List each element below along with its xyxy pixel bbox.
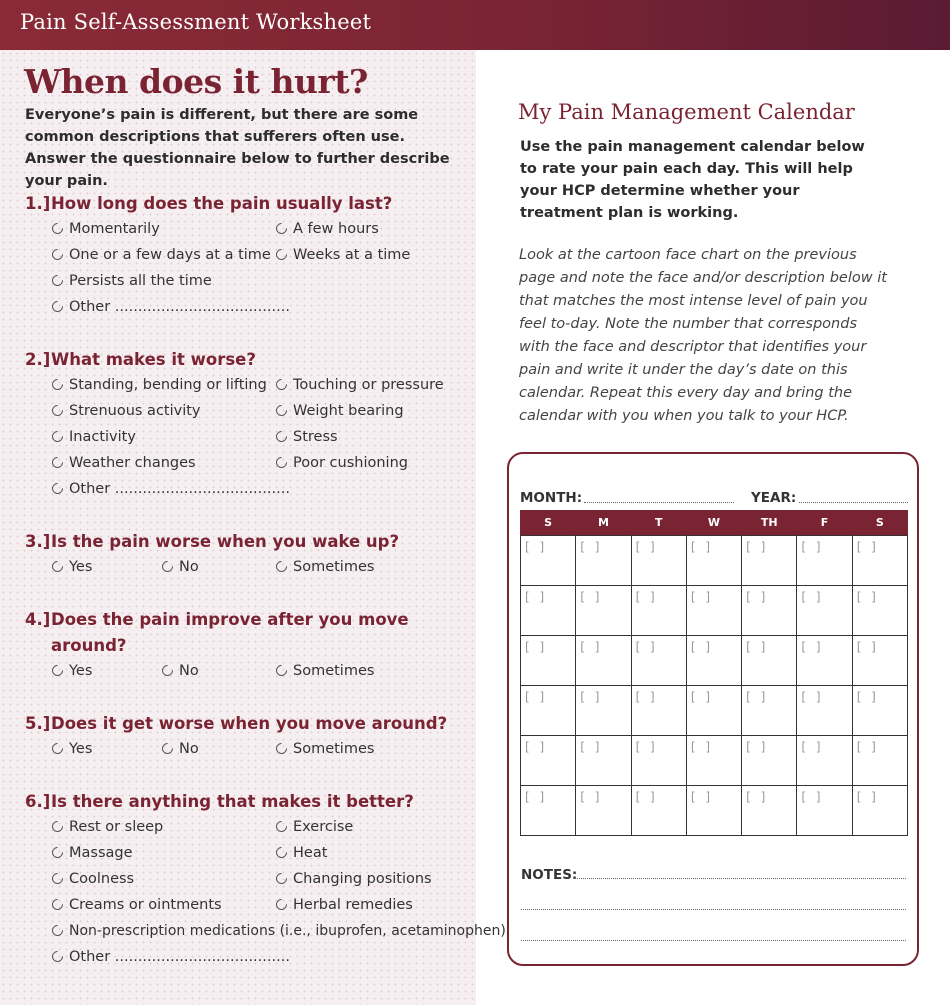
option-radio[interactable]: Non-prescription medications (i.e., ibuprofen, acetaminophen) <box>52 923 506 939</box>
calendar-day-cell[interactable] <box>576 536 631 586</box>
question-text: Is there anything that makes it better? <box>51 792 414 811</box>
radio-circle-icon <box>50 819 66 835</box>
radio-circle-icon <box>50 299 66 315</box>
radio-circle-icon <box>50 559 66 575</box>
weekday-thursday: TH <box>742 510 797 536</box>
calendar-week-row <box>521 736 908 786</box>
pain-rating-box: [ ] <box>746 640 769 654</box>
option-radio-sometimes[interactable]: Sometimes <box>276 559 374 575</box>
pain-rating-box: [ ] <box>580 740 603 754</box>
radio-circle-icon <box>50 247 66 263</box>
radio-circle-icon <box>50 871 66 887</box>
calendar-day-cell[interactable] <box>631 636 686 686</box>
pain-rating-box: [ ] <box>525 740 548 754</box>
question-text: Does it get worse when you move around? <box>51 714 448 733</box>
header-band <box>0 0 950 50</box>
pain-rating-box: [ ] <box>801 640 824 654</box>
option-radio[interactable]: Weeks at a time <box>276 247 410 263</box>
calendar-day-cell[interactable] <box>686 536 741 586</box>
calendar-instructions: Look at the cartoon face chart on the previous page and note the face and/or description below it that matches the most intense level of pain you feel to-day. Note the number that corresponds with the face and descriptor that identifies your pain and write it under the day’s date on this calendar. Repeat this every day and bring the calendar with you when you talk to your HCP. <box>519 247 887 424</box>
option-radio[interactable]: Touching or pressure <box>276 377 444 393</box>
calendar-day-cell[interactable] <box>521 786 576 836</box>
radio-circle-icon <box>160 559 176 575</box>
question-3 <box>25 529 399 555</box>
radio-circle-icon <box>50 741 66 757</box>
pain-rating-box: [ ] <box>856 790 879 804</box>
pain-rating-box: [ ] <box>856 640 879 654</box>
pain-rating-box: [ ] <box>801 740 824 754</box>
calendar-day-cell[interactable] <box>686 786 741 836</box>
pain-rating-box: [ ] <box>690 790 714 804</box>
calendar-day-cell[interactable] <box>521 586 576 636</box>
radio-circle-icon <box>274 897 290 913</box>
pain-rating-box: [ ] <box>635 740 658 754</box>
year-field[interactable] <box>799 502 908 503</box>
worksheet-title: Pain Self-Assessment Worksheet <box>20 10 372 34</box>
weekday-monday: M <box>576 510 631 536</box>
radio-circle-icon <box>50 273 66 289</box>
pain-rating-box: [ ] <box>580 690 603 704</box>
question-6 <box>25 789 414 815</box>
calendar-day-cell[interactable] <box>852 586 907 636</box>
calendar-day-cell[interactable] <box>686 586 741 636</box>
calendar-day-cell[interactable] <box>521 536 576 586</box>
calendar-section-title: My Pain Management Calendar <box>518 100 855 124</box>
pain-rating-box: [ ] <box>635 540 658 554</box>
option-radio-yes[interactable]: Yes <box>52 663 92 679</box>
weekday-wednesday: W <box>686 510 741 536</box>
radio-circle-icon <box>274 403 290 419</box>
page-title: When does it hurt? <box>24 62 368 101</box>
question-4 <box>25 607 409 659</box>
option-radio[interactable]: Inactivity <box>52 429 136 445</box>
option-radio[interactable]: Strenuous activity <box>52 403 201 419</box>
option-radio-other[interactable]: Other ...................................... <box>52 949 290 965</box>
calendar-day-cell[interactable] <box>576 786 631 836</box>
pain-rating-box: [ ] <box>856 590 879 604</box>
weekday-friday: F <box>797 510 852 536</box>
question-number: 3.] <box>25 532 51 551</box>
calendar-day-cell[interactable] <box>686 736 741 786</box>
pain-rating-box: [ ] <box>746 690 769 704</box>
option-radio-yes[interactable]: Yes <box>52 559 92 575</box>
calendar-grid <box>520 510 908 836</box>
calendar-day-cell[interactable] <box>576 736 631 786</box>
pain-rating-box: [ ] <box>525 640 548 654</box>
radio-circle-icon <box>274 221 290 237</box>
calendar-day-cell[interactable] <box>797 786 852 836</box>
calendar-day-cell[interactable] <box>852 536 907 586</box>
option-radio[interactable]: Creams or ointments <box>52 897 222 913</box>
pain-rating-box: [ ] <box>580 640 603 654</box>
option-radio-sometimes[interactable]: Sometimes <box>276 663 374 679</box>
calendar-day-cell[interactable] <box>631 686 686 736</box>
question-text: What makes it worse? <box>51 350 256 369</box>
option-radio[interactable]: Heat <box>276 845 327 861</box>
calendar-day-cell[interactable] <box>852 786 907 836</box>
calendar-day-cell[interactable] <box>742 686 797 736</box>
option-radio-yes[interactable]: Yes <box>52 741 92 757</box>
month-field[interactable] <box>584 502 734 503</box>
calendar-day-cell[interactable] <box>576 686 631 736</box>
calendar-week-row <box>521 586 908 636</box>
option-radio[interactable]: Standing, bending or lifting <box>52 377 267 393</box>
radio-circle-icon <box>160 741 176 757</box>
pain-rating-box: [ ] <box>690 740 714 754</box>
radio-circle-icon <box>50 663 66 679</box>
pain-rating-box: [ ] <box>856 540 879 554</box>
radio-circle-icon <box>274 663 290 679</box>
question-2 <box>25 347 256 373</box>
option-radio[interactable]: Weather changes <box>52 455 196 471</box>
calendar-day-cell[interactable] <box>576 636 631 686</box>
pain-rating-box: [ ] <box>525 540 548 554</box>
calendar-day-cell[interactable] <box>742 786 797 836</box>
calendar-day-cell[interactable] <box>797 736 852 786</box>
pain-rating-box: [ ] <box>801 540 824 554</box>
calendar-day-cell[interactable] <box>797 536 852 586</box>
radio-circle-icon <box>274 871 290 887</box>
weekday-saturday: S <box>852 510 907 536</box>
calendar-day-cell[interactable] <box>521 736 576 786</box>
pain-rating-box: [ ] <box>801 590 824 604</box>
pain-rating-box: [ ] <box>580 790 603 804</box>
notes-line[interactable] <box>521 940 906 941</box>
option-radio[interactable]: Momentarily <box>52 221 160 237</box>
calendar-day-cell[interactable] <box>521 636 576 686</box>
pain-rating-box: [ ] <box>746 740 769 754</box>
radio-circle-icon <box>274 559 290 575</box>
calendar-day-cell[interactable] <box>631 786 686 836</box>
calendar-day-cell[interactable] <box>742 636 797 686</box>
notes-line[interactable] <box>574 878 906 879</box>
pain-rating-box: [ ] <box>856 690 879 704</box>
radio-circle-icon <box>274 429 290 445</box>
calendar-week-row <box>521 786 908 836</box>
question-text-continued: around? <box>51 636 127 655</box>
radio-circle-icon <box>50 429 66 445</box>
pain-rating-box: [ ] <box>690 540 714 554</box>
question-5 <box>25 711 447 737</box>
radio-circle-icon <box>50 949 66 965</box>
option-radio[interactable]: Persists all the time <box>52 273 212 289</box>
option-radio[interactable]: A few hours <box>276 221 379 237</box>
weekday-header-row <box>521 510 908 536</box>
calendar-day-cell[interactable] <box>852 636 907 686</box>
question-number: 4.] <box>25 610 51 629</box>
question-text: Does the pain improve after you move <box>51 610 409 629</box>
option-radio[interactable]: Changing positions <box>276 871 432 887</box>
questionnaire-intro: Everyone’s pain is different, but there are some common descriptions that sufferers often use. Answer the questionnaire below to further describe your pain. <box>25 107 450 189</box>
radio-circle-icon <box>50 403 66 419</box>
calendar-day-cell[interactable] <box>797 636 852 686</box>
radio-circle-icon <box>50 481 66 497</box>
calendar-day-cell[interactable] <box>576 586 631 636</box>
question-1 <box>25 191 392 217</box>
option-radio[interactable]: Stress <box>276 429 338 445</box>
weekday-tuesday: T <box>631 510 686 536</box>
calendar-day-cell[interactable] <box>742 586 797 636</box>
radio-circle-icon <box>50 455 66 471</box>
option-radio-no[interactable]: No <box>162 559 199 575</box>
calendar-week-row <box>521 636 908 686</box>
radio-circle-icon <box>50 923 66 939</box>
option-radio[interactable]: Rest or sleep <box>52 819 163 835</box>
option-radio-no[interactable]: No <box>162 741 199 757</box>
radio-circle-icon <box>274 845 290 861</box>
calendar-day-cell[interactable] <box>742 536 797 586</box>
pain-rating-box: [ ] <box>580 540 603 554</box>
option-radio[interactable]: Weight bearing <box>276 403 404 419</box>
pain-rating-box: [ ] <box>525 590 548 604</box>
calendar-day-cell[interactable] <box>631 536 686 586</box>
pain-rating-box: [ ] <box>801 790 824 804</box>
pain-rating-box: [ ] <box>580 590 603 604</box>
question-text: How long does the pain usually last? <box>51 194 393 213</box>
option-radio-other[interactable]: Other ...................................... <box>52 299 290 315</box>
radio-circle-icon <box>274 377 290 393</box>
radio-circle-icon <box>160 663 176 679</box>
pain-rating-box: [ ] <box>690 640 714 654</box>
option-radio[interactable]: Exercise <box>276 819 353 835</box>
pain-rating-box: [ ] <box>746 540 769 554</box>
question-number: 6.] <box>25 792 51 811</box>
question-text: Is the pain worse when you wake up? <box>51 532 400 551</box>
pain-rating-box: [ ] <box>690 590 714 604</box>
calendar-week-row <box>521 686 908 736</box>
radio-circle-icon <box>274 455 290 471</box>
calendar-intro: Use the pain management calendar below to rate your pain each day. This will help your HCP determine whether your treatment plan is working. <box>520 139 865 221</box>
pain-rating-box: [ ] <box>635 640 658 654</box>
calendar-day-cell[interactable] <box>631 736 686 786</box>
option-radio-other[interactable]: Other ...................................... <box>52 481 290 497</box>
radio-circle-icon <box>274 819 290 835</box>
radio-circle-icon <box>50 845 66 861</box>
option-radio[interactable]: One or a few days at a time <box>52 247 271 263</box>
option-radio-sometimes[interactable]: Sometimes <box>276 741 374 757</box>
option-radio[interactable]: Coolness <box>52 871 134 887</box>
option-radio[interactable]: Poor cushioning <box>276 455 408 471</box>
question-number: 5.] <box>25 714 51 733</box>
question-number: 2.] <box>25 350 51 369</box>
calendar-day-cell[interactable] <box>742 736 797 786</box>
calendar-day-cell[interactable] <box>797 586 852 636</box>
question-number: 1.] <box>25 194 51 213</box>
notes-label: NOTES: <box>521 867 578 883</box>
calendar-day-cell[interactable] <box>797 686 852 736</box>
calendar-day-cell[interactable] <box>686 686 741 736</box>
pain-rating-box: [ ] <box>801 690 824 704</box>
pain-rating-box: [ ] <box>635 790 658 804</box>
pain-rating-box: [ ] <box>746 590 769 604</box>
pain-rating-box: [ ] <box>856 740 879 754</box>
calendar-day-cell[interactable] <box>852 736 907 786</box>
pain-rating-box: [ ] <box>690 690 714 704</box>
calendar-day-cell[interactable] <box>631 586 686 636</box>
option-radio-no[interactable]: No <box>162 663 199 679</box>
radio-circle-icon <box>274 247 290 263</box>
notes-line[interactable] <box>521 909 906 910</box>
calendar-week-row <box>521 536 908 586</box>
pain-rating-box: [ ] <box>635 590 658 604</box>
option-radio[interactable]: Herbal remedies <box>276 897 413 913</box>
radio-circle-icon <box>50 897 66 913</box>
radio-circle-icon <box>274 741 290 757</box>
calendar-day-cell[interactable] <box>686 636 741 686</box>
option-radio[interactable]: Massage <box>52 845 133 861</box>
weekday-sunday: S <box>521 510 576 536</box>
month-label: MONTH: <box>520 490 583 506</box>
calendar-day-cell[interactable] <box>852 686 907 736</box>
pain-rating-box: [ ] <box>635 690 658 704</box>
calendar-day-cell[interactable] <box>521 686 576 736</box>
pain-rating-box: [ ] <box>525 790 548 804</box>
year-label: YEAR: <box>751 490 797 506</box>
radio-circle-icon <box>50 221 66 237</box>
radio-circle-icon <box>50 377 66 393</box>
pain-rating-box: [ ] <box>525 690 548 704</box>
pain-rating-box: [ ] <box>746 790 769 804</box>
